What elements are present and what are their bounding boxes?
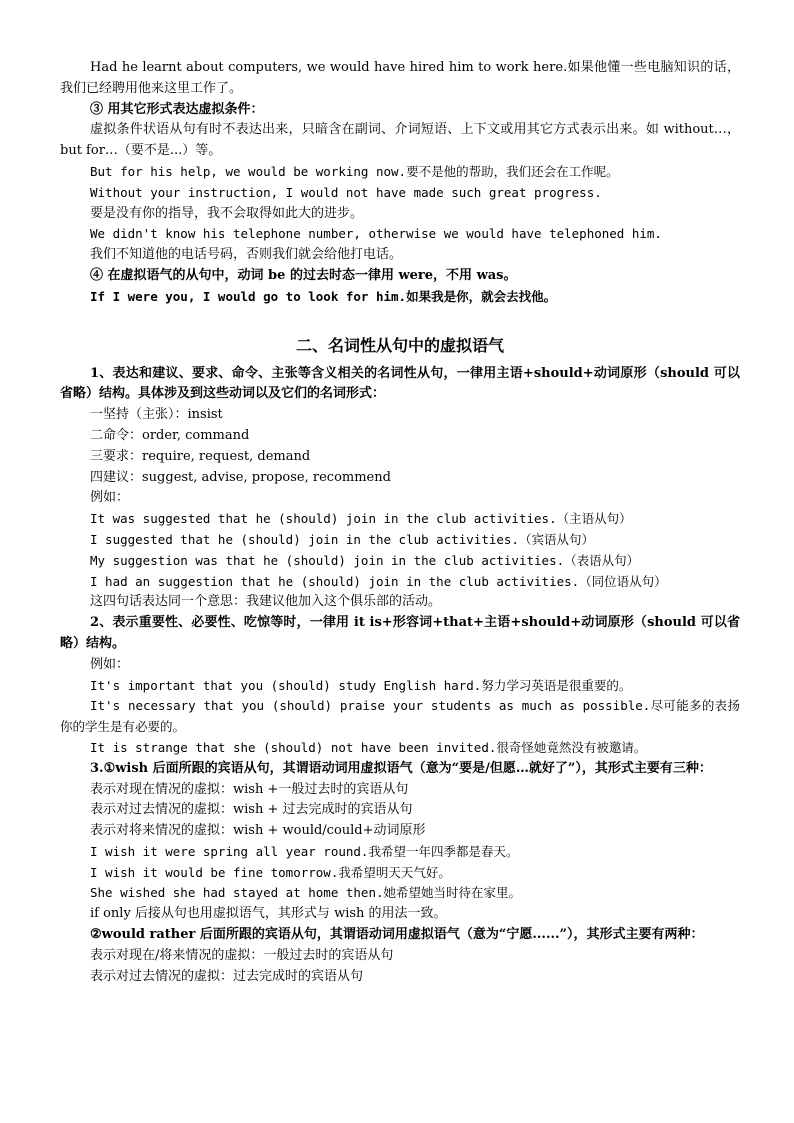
note: if only 后接从句也用虚拟语气，其形式与 wish 的用法一致。 — [90, 906, 447, 922]
list-item: 表示对过去情况的虚拟：wish + 过去完成时的宾语从句 — [90, 802, 413, 818]
subheading: ④ 在虚拟语气的从句中，动词 be 的过去时态一律用 were，不用 was。 — [90, 267, 517, 283]
list-item: 四建议：suggest, advise, propose, recommend — [90, 469, 391, 485]
list-item: 二命令：order, command — [90, 427, 250, 443]
paragraph: 虚拟条件状语从句有时不表达出来，只暗含在副词、介词短语、上下文或用其它方式表示出来。如 without…，but for…（要不是...）等。 — [60, 122, 740, 159]
rule-heading: 3.①wish 后面所跟的宾语从句，其谓语动词用虚拟语气（意为“要是/但愿…就好了”），其形式主要有三种： — [90, 760, 712, 776]
rule-heading: 1、表达和建议、要求、命令、主张等含义相关的名词性从句，一律用主语+should+动词原形（should 可以省略）结构。具体涉及到这些动词以及它们的名词形式： — [60, 365, 740, 402]
section-noun-clauses — [60, 364, 740, 988]
list-item: 表示对现在情况的虚拟：wish +一般过去时的宾语从句 — [90, 781, 409, 797]
translation: 我们不知道他的电话号码，否则我们就会给他打电话。 — [90, 247, 403, 263]
example-sentence: I wish it would be fine tomorrow.我希望明天天气好。 — [90, 864, 451, 880]
example-sentence: It was suggested that he (should) join in the club activities.（主语从句） — [90, 511, 632, 527]
rule-heading: 2、表示重要性、必要性、吃惊等时，一律用 it is+形容词+that+主语+should+动词原形（should 可以省略）结构。 — [60, 615, 740, 651]
example-sentence: She wished she had stayed at home then.她希望她当时待在家里。 — [90, 885, 522, 901]
example-sentence: But for his help, we would be working now.要不是他的帮助，我们还会在工作呢。 — [90, 163, 619, 179]
example-sentence: If I were you, I would go to look for him.如果我是你，就会去找他。 — [90, 288, 557, 304]
list-item: 表示对现在/将来情况的虚拟：一般过去时的宾语从句 — [90, 947, 394, 963]
translation: 这四句话表达同一个意思：我建议他加入这个俱乐部的活动。 — [90, 594, 442, 610]
example-label: 例如： — [90, 656, 130, 672]
document-page — [60, 58, 740, 987]
paragraph: Had he learnt about computers, we would have hired him to work here.如果他懂一些电脑知识的话，我们已经聘用他来这里工作了。 — [60, 60, 740, 96]
example-sentence: I had an suggestion that he (should) join in the club activities.（同位语从句） — [90, 573, 667, 589]
example-label: 例如： — [90, 490, 130, 506]
section-title: 二、名词性从句中的虚拟语气 — [295, 335, 504, 355]
translation: 要是没有你的指导，我不会取得如此大的进步。 — [90, 205, 364, 221]
example-sentence: It is strange that she (should) not have been invited.很奇怪她竟然没有被邀请。 — [90, 739, 647, 755]
list-item: 表示对过去情况的虚拟：过去完成时的宾语从句 — [90, 968, 364, 984]
example-sentence: I suggested that he (should) join in the club activities.（宾语从句） — [90, 531, 594, 547]
example-sentence: I wish it were spring all year round.我希望一年四季都是春天。 — [90, 843, 519, 859]
list-item: 表示对将来情况的虚拟：wish + would/could+动词原形 — [90, 823, 426, 839]
list-item: 三要求：require, request, demand — [90, 448, 311, 464]
example-sentence: We didn't know his telephone number, otherwise we would have telephoned him. — [90, 226, 662, 242]
section-top — [60, 58, 740, 308]
example-sentence: Without your instruction, I would not have made such great progress. — [90, 184, 602, 200]
subheading: ③ 用其它形式表达虚拟条件： — [90, 101, 264, 117]
list-item: 一坚持（主张）：insist — [90, 407, 223, 423]
example-sentence: It's necessary that you (should) praise your students as much as possible.尽可能多的表扬你的学生是有必要的。 — [60, 698, 740, 735]
rule-heading: ②would rather 后面所跟的宾语从句，其谓语动词用虚拟语气（意为“宁愿......”），其形式主要有两种： — [90, 927, 704, 943]
example-sentence: It's important that you (should) study English hard.努力学习英语是很重要的。 — [90, 677, 632, 693]
example-sentence: My suggestion was that he (should) join in the club activities.（表语从句） — [90, 552, 640, 568]
